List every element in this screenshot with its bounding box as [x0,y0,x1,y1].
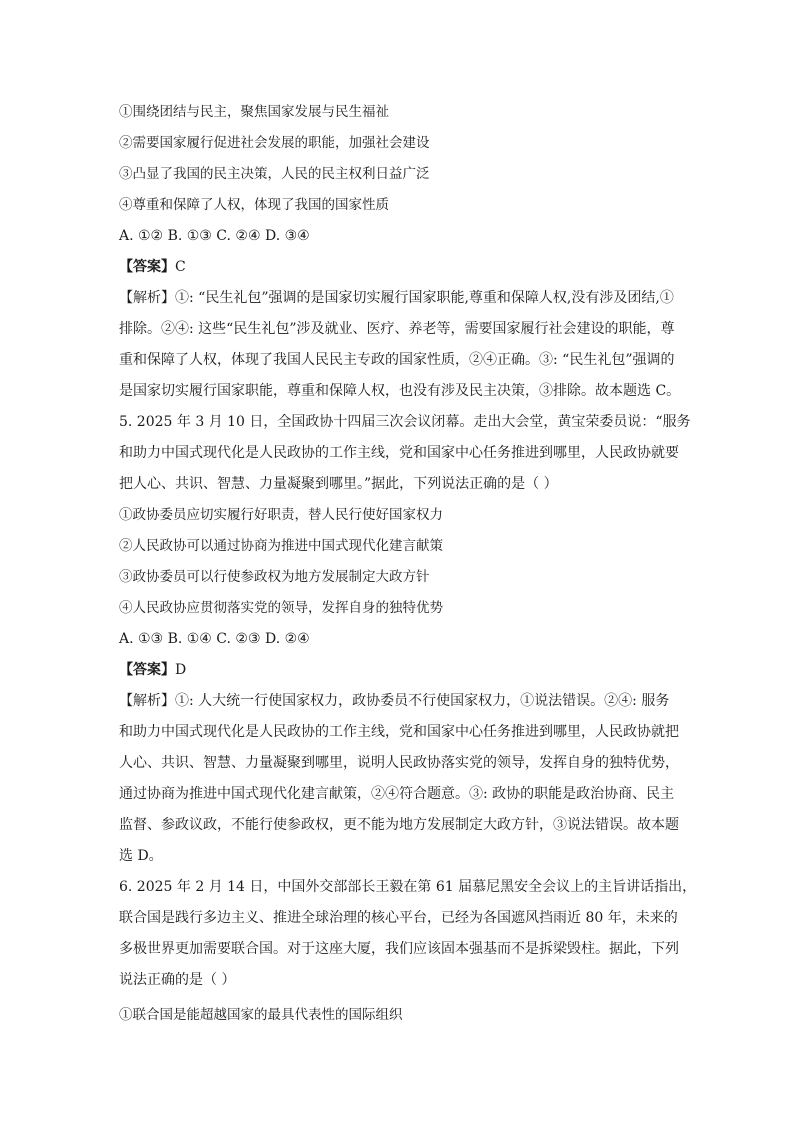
choices-line: A. ①② B. ①③ C. ②④ D. ③④ [119,228,310,244]
option-line: ①联合国是能超越国家的最具代表性的国际组织 [119,1007,403,1023]
question-stem: 6. 2025 年 2 月 14 日，中国外交部部长王毅在第 61 届慕尼黑安全会议上的主旨讲话指出， [119,879,697,895]
analysis-line: 重和保障了人权，体现了我国人民民主专政的国家性质，②④正确。③: “民生礼包”强调的 [119,352,675,368]
analysis-line: 人心、共识、智慧、力量凝聚到哪里，说明人民政协落实党的领导，发挥自身的独特优势， [119,755,679,771]
option-line: ①政协委员应切实履行好职责，替人民行使好国家权力 [119,507,443,523]
answer-line [119,257,679,277]
analysis-line: 通过协商为推进中国式现代化建言献策，②④符合题意。③: 政协的职能是政治协商、民主 [119,786,675,802]
answer-tag: 【答案】 [119,662,175,678]
question-stem: 多极世界更加需要联合国。对于这座大厦，我们应该固本强基而不是拆梁毁柱。据此，下列 [119,941,679,957]
answer-line [119,660,679,680]
option-line: ④尊重和保障了人权，体现了我国的国家性质 [119,197,389,213]
option-line: ②人民政协可以通过协商为推进中国式现代化建言献策 [119,538,443,554]
answer-value: D [175,662,187,678]
answer-value: C [175,259,186,275]
question-stem: 和助力中国式现代化是人民政协的工作主线，党和国家中心任务推进到哪里，人民政协就要 [119,445,679,461]
question-stem: 把人心、共识、智慧、力量凝聚到哪里。”据此，下列说法正确的是（ ） [119,476,558,492]
option-line: ④人民政协应贯彻落实党的领导，发挥自身的独特优势 [119,600,443,616]
option-line: ①围绕团结与民主，聚焦国家发展与民生福祉 [119,104,389,120]
choices-line: A. ①③ B. ①④ C. ②③ D. ②④ [119,631,310,647]
analysis-line: 是国家切实履行国家职能，尊重和保障人权，也没有涉及民主决策，③排除。故本题选 C。 [119,383,681,399]
analysis-line: 排除。②④: 这些“民生礼包”涉及就业、医疗、养老等，需要国家履行社会建设的职能，尊 [119,321,675,337]
option-line: ③政协委员可以行使参政权为地方发展制定大政方针 [119,569,430,585]
question-stem: 说法正确的是（ ） [119,972,236,988]
analysis-line: 和助力中国式现代化是人民政协的工作主线，党和国家中心任务推进到哪里，人民政协就把 [119,724,679,740]
question-stem: 5. 2025 年 3 月 10 日，全国政协十四届三次会议闭幕。走出大会堂，黄宝荣委员说：“服务 [119,414,691,430]
answer-tag: 【答案】 [119,259,175,275]
option-line: ②需要国家履行促进社会发展的职能，加强社会建设 [119,135,430,151]
analysis-line: 监督、参政议政，不能行使参政权，更不能为地方发展制定大政方针，③说法错误。故本题 [119,817,679,833]
analysis-line: 选 D。 [119,848,163,864]
analysis-line: 【解析】①: 人大统一行使国家权力，政协委员不行使国家权力，①说法错误。②④: 服务 [119,693,670,709]
option-line: ③凸显了我国的民主决策，人民的民主权利日益广泛 [119,166,430,182]
analysis-line: 【解析】①: “民生礼包”强调的是国家切实履行国家职能,尊重和保障人权,没有涉及团结,① [119,290,674,306]
question-stem: 联合国是践行多边主义、推进全球治理的核心平台，已经为各国遮风挡雨近 80 年，未来的 [119,910,678,926]
